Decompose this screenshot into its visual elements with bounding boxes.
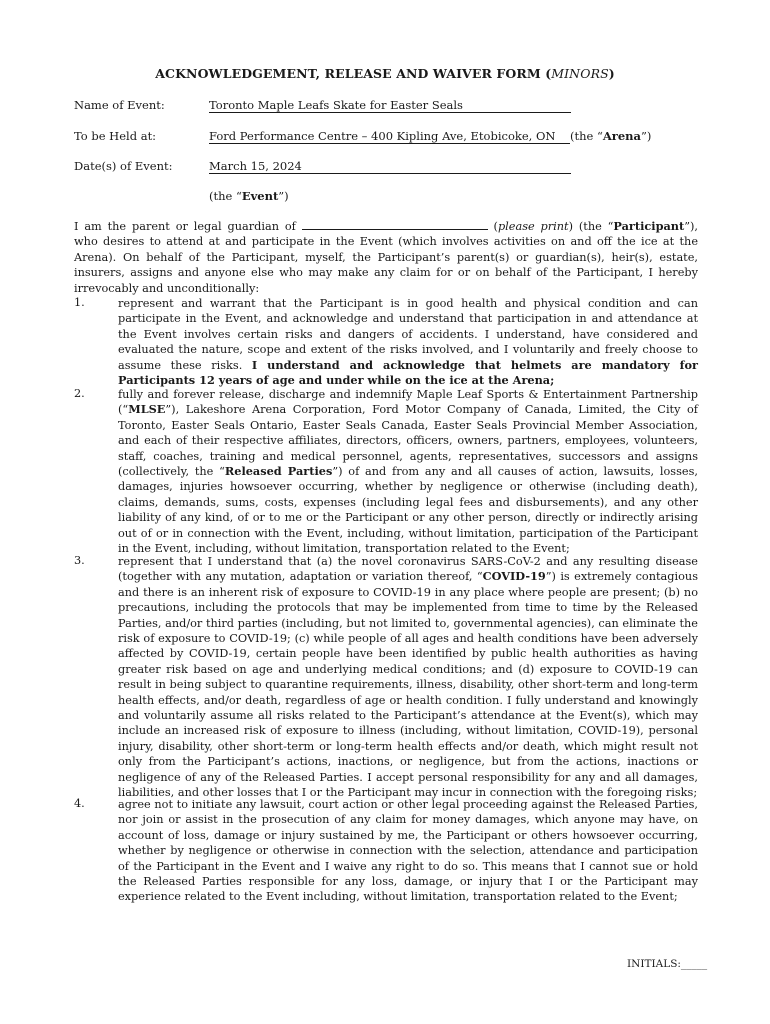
clause-text: fully and forever release, discharge and indemnify Maple Leaf Sports & Entertainment Partnership (“MLSE”), Lakeshore Arena Corporation, Ford Motor Company of Canada, Limited, the City of Toronto, Easter Seals Ontario, Easter Seals Canada, Easter Seals Provincial Member Association, and each of their respective affiliates, directors, officers, owners, partners, employees, volunteers, staff, coaches, training and medical personnel, agents, representatives, successors and assigns (collectively, the “Released Parties”) of and from any and all causes of action, lawsuits, losses, damages, injuries howsoever occurring, whether by negligence or otherwise (including death), claims, demands, sums, costs, expenses (including legal fees and disbursements), and any other liability of any kind, of or to me or the Participant or any other person, directly or indirectly arising out of or in connection with the Event, including, without limitation, participation of the Participant in the Event, including, without limitation, transportation related to the Event; — [118, 388, 698, 556]
initials-field[interactable]: INITIALS:_____ — [627, 958, 708, 970]
event-name-label: Name of Event: — [74, 98, 165, 112]
participant-name-blank[interactable] — [302, 219, 488, 230]
event-definition: (the “Event”) — [209, 189, 289, 203]
event-name-underline — [209, 112, 571, 113]
dates-value: March 15, 2024 — [209, 159, 302, 173]
clause-text: represent and warrant that the Participant is in good health and physical condition and can participate in the Event, and acknowledge and understand that participation in and attendance at the Event involves certain risks and dangers of accidents. I understand, have considered and evaluated the nature, scope and extent of the risks involved, and I voluntarily and freely choose to assume these risks. I understand and acknowledge that helmets are mandatory for Participants 12 years of age and under while on the ice at the Arena; — [118, 297, 698, 388]
clause-number: 3. — [74, 554, 85, 567]
clause-number: 4. — [74, 797, 85, 810]
clause-number: 1. — [74, 296, 85, 309]
clause-text: represent that I understand that (a) the novel coronavirus SARS-CoV-2 and any resulting disease (together with any mutation, adaptation or variation thereof, “COVID-19”) is extremely contagious and there is an inherent risk of exposure to COVID-19 in any place where people are present; (b) no precautions, including the protocols that may be implemented from time to time by the Released Parties, and/or third parties (including, but not limited to, governmental agencies), can eliminate the risk of exposure to COVID-19; (c) while people of all ages and health conditions have been adversely affected by COVID-19, certain people have been identified by public health authorities as having greater risk based on age and underlying medical conditions; and (d) exposure to COVID-19 can result in being subject to quarantine requirements, illness, disability, other short-term and long-term health effects, and/or death, regardless of age or health condition. I fully understand and knowingly and voluntarily assume all risks related to the Participant’s attendance at the Event(s), which may include an increased risk of exposure to illness (including, without limitation, COVID-19), personal injury, disability, other short-term or long-term health effects and/or death, which might result not only from the Participant’s actions, inactions, or negligence, but from the actions, inactions or negligence of any of the Released Parties. I accept personal responsibility for any and all damages, liabilities, and other losses that I or the Participant may incur in connection with the foregoing risks; — [118, 555, 699, 800]
clause-number: 2. — [74, 387, 85, 400]
dates-label: Date(s) of Event: — [74, 159, 173, 173]
arena-definition: (the “Arena”) — [570, 129, 652, 143]
dates-underline — [209, 173, 571, 174]
event-name-value: Toronto Maple Leafs Skate for Easter Seals — [209, 98, 463, 112]
held-at-underline — [209, 143, 570, 144]
page-title: ACKNOWLEDGEMENT, RELEASE AND WAIVER FORM (MINORS) — [155, 66, 615, 81]
held-at-label: To be Held at: — [74, 129, 157, 143]
title-minors: MINORS — [551, 66, 609, 81]
clause-text: agree not to initiate any lawsuit, court action or other legal proceeding against the Released Parties, nor join or assist in the prosecution of any claim for money damages, which anyone may have, on account of loss, damage or injury sustained by me, the Participant or others howsoever occurring, whether by negligence or otherwise in connection with the selection, attendance and participation of the Participant in the Event and I waive any right to do so. This means that I cannot sue or hold the Released Parties responsible for any loss, damage, or injury that I or the Participant may experience related to the Event including, without limitation, transportation related to the Event; — [118, 798, 698, 904]
intro-paragraph: I am the parent or legal guardian of (please print) (the “Participant”), who desires to attend at and participate in the Event (which involves activities on and off the ice at the Arena). On behalf of the Participant, myself, the Participant’s parent(s) or guardian(s), heir(s), estate, insurers, assigns and anyone else who may make any claim for or on behalf of the Participant, I hereby irrevocably and unconditionally: — [74, 219, 698, 295]
held-at-value: Ford Performance Centre – 400 Kipling Ave, Etobicoke, ON — [209, 129, 556, 143]
